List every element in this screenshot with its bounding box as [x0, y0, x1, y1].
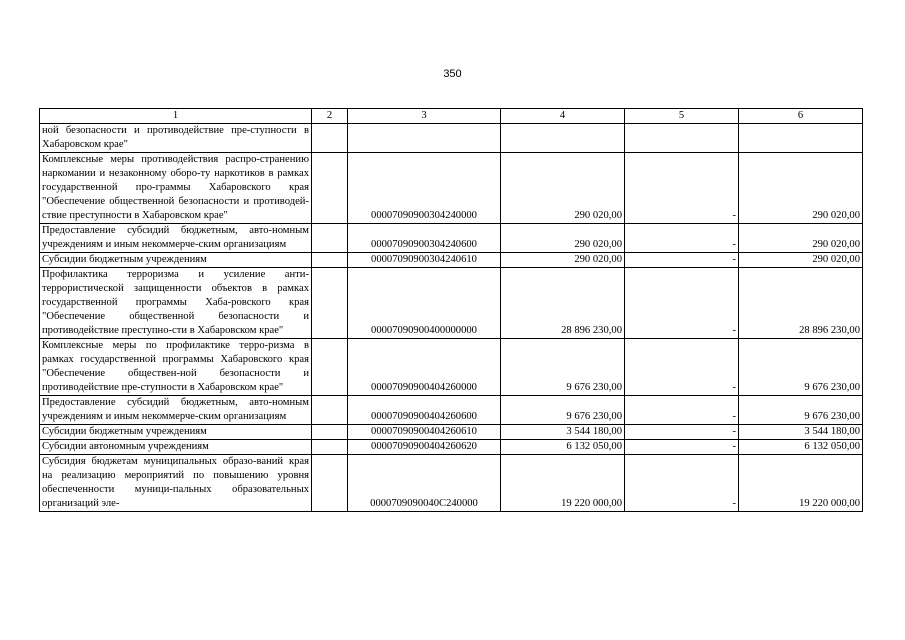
row-col5-cell [625, 124, 739, 153]
row-code-cell [348, 124, 501, 153]
row-col2-cell [312, 425, 348, 440]
row-col5-cell: - [625, 396, 739, 425]
row-col6-cell: 9 676 230,00 [739, 396, 863, 425]
row-col4-cell: 28 896 230,00 [501, 268, 625, 339]
row-col4-cell: 290 020,00 [501, 153, 625, 224]
table-row [40, 224, 863, 253]
header-row [40, 109, 863, 124]
row-col6-cell: 3 544 180,00 [739, 425, 863, 440]
row-col4-cell: 290 020,00 [501, 253, 625, 268]
row-code-cell: 0000709090040C240000 [348, 455, 501, 512]
row-col6-cell: 290 020,00 [739, 224, 863, 253]
row-col4-cell: 3 544 180,00 [501, 425, 625, 440]
row-col2-cell [312, 396, 348, 425]
row-code-cell: 00007090900304240610 [348, 253, 501, 268]
row-col4-cell: 290 020,00 [501, 224, 625, 253]
row-name-cell: ной безопасности и противодействие пре-ступности в Хабаровском крае" [40, 124, 312, 153]
row-code-cell: 00007090900404260620 [348, 440, 501, 455]
row-col4-cell: 6 132 050,00 [501, 440, 625, 455]
row-code-cell: 00007090900404260000 [348, 339, 501, 396]
page-number: 350 [443, 68, 462, 80]
row-col6-cell [739, 124, 863, 153]
row-col4-cell: 9 676 230,00 [501, 396, 625, 425]
row-name-cell: Комплексные меры противодействия распро-странению наркомании и незаконному оборо-ту наркотиков в рамках государственной про-граммы Хабаровского края "Обеспечение общественной безопасности и противодей-ствие преступности в Хабаровском крае" [40, 153, 312, 224]
col-header-4: 4 [501, 109, 625, 124]
row-col4-cell: 9 676 230,00 [501, 339, 625, 396]
row-col5-cell: - [625, 268, 739, 339]
row-col5-cell: - [625, 455, 739, 512]
row-col2-cell [312, 440, 348, 455]
row-name-cell: Предоставление субсидий бюджетным, авто-номным учреждениям и иным некоммерче-ским организациям [40, 224, 312, 253]
row-code-cell: 00007090900400000000 [348, 268, 501, 339]
row-col2-cell [312, 153, 348, 224]
row-col5-cell: - [625, 224, 739, 253]
row-col5-cell: - [625, 153, 739, 224]
table-row [40, 268, 863, 339]
table-row [40, 253, 863, 268]
col-header-6: 6 [739, 109, 863, 124]
table-row [40, 396, 863, 425]
row-name-cell: Субсидия бюджетам муниципальных образо-ваний края на реализацию мероприятий по повышению уровня обеспеченности муници-пальных образовательных организаций эле- [40, 455, 312, 512]
row-name-cell: Субсидии автономным учреждениям [40, 440, 312, 455]
col-header-1: 1 [40, 109, 312, 124]
row-col6-cell: 290 020,00 [739, 153, 863, 224]
table-row [40, 455, 863, 512]
row-col6-cell: 290 020,00 [739, 253, 863, 268]
row-col4-cell [501, 124, 625, 153]
row-col6-cell: 19 220 000,00 [739, 455, 863, 512]
col-header-5: 5 [625, 109, 739, 124]
row-code-cell: 00007090900404260610 [348, 425, 501, 440]
table-row [40, 153, 863, 224]
table-row [40, 339, 863, 396]
row-col6-cell: 9 676 230,00 [739, 339, 863, 396]
row-code-cell: 00007090900304240600 [348, 224, 501, 253]
row-col5-cell: - [625, 425, 739, 440]
row-name-cell: Субсидии бюджетным учреждениям [40, 253, 312, 268]
row-name-cell: Профилактика терроризма и усиление анти-террористической защищенности объектов в рамках государственной программы Хаба-ровского края "Обеспечение общественной безопасности и противодействие преступно-сти в Хабаровском крае" [40, 268, 312, 339]
table-row [40, 440, 863, 455]
row-col2-cell [312, 253, 348, 268]
table-row [40, 124, 863, 153]
col-header-3: 3 [348, 109, 501, 124]
row-col6-cell: 6 132 050,00 [739, 440, 863, 455]
row-name-cell: Предоставление субсидий бюджетным, авто-номным учреждениям и иным некоммерче-ским организациям [40, 396, 312, 425]
row-col5-cell: - [625, 440, 739, 455]
row-col2-cell [312, 224, 348, 253]
row-col2-cell [312, 339, 348, 396]
budget-table [39, 108, 863, 512]
row-name-cell: Субсидии бюджетным учреждениям [40, 425, 312, 440]
row-col4-cell: 19 220 000,00 [501, 455, 625, 512]
row-code-cell: 00007090900404260600 [348, 396, 501, 425]
col-header-2: 2 [312, 109, 348, 124]
row-col2-cell [312, 124, 348, 153]
row-name-cell: Комплексные меры по профилактике терро-ризма в рамках государственной программы Хабаровского края "Обеспечение обществен-ной безопасности и противодействие пре-ступности в Хабаровском крае" [40, 339, 312, 396]
row-col5-cell: - [625, 339, 739, 396]
table-row [40, 425, 863, 440]
row-col5-cell: - [625, 253, 739, 268]
row-col2-cell [312, 268, 348, 339]
row-col2-cell [312, 455, 348, 512]
row-col6-cell: 28 896 230,00 [739, 268, 863, 339]
row-code-cell: 00007090900304240000 [348, 153, 501, 224]
